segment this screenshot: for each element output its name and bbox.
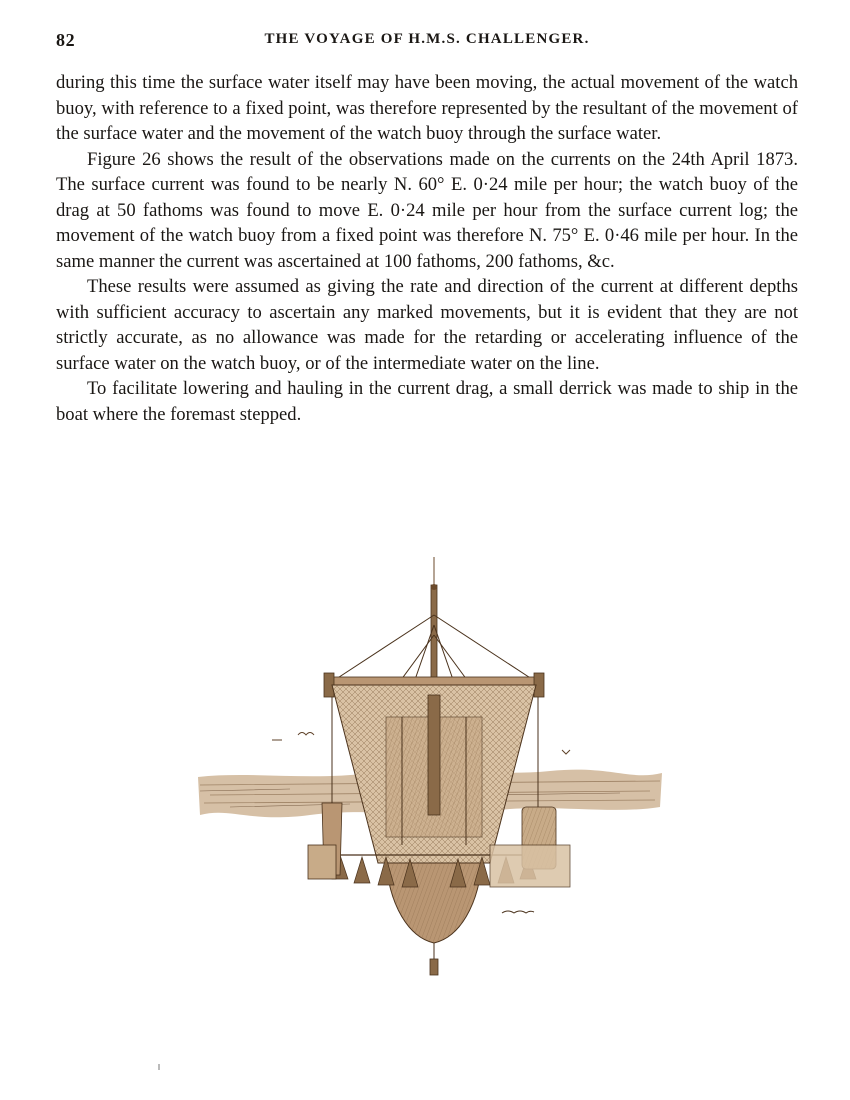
derrick-engraving: [190, 545, 670, 985]
derrick-illustration: [190, 545, 670, 985]
paragraph-3: These results were assumed as giving the rate and direction of the current at different depths with sufficient accuracy to ascertain any marked movements, but it is evident that they are not strictly accurate, as no allowance was made for the retarding or accelerating influence of the surface water on the watch buoy, or of the intermediate water on the line.: [56, 276, 798, 374]
drag-net: [332, 685, 536, 863]
paragraph-4: To facilitate lowering and hauling in the current drag, a small derrick was made to ship in the boat where the foremast stepped.: [56, 378, 798, 425]
paragraph-1: during this time the surface water itself may have been moving, the actual movement of the watch buoy, with reference to a fixed point, was therefore represented by the resultant of the movement of the surface water and the movement of the watch buoy through the surface water.: [56, 72, 798, 144]
page-number: 82: [56, 30, 76, 50]
page-speck: [158, 1064, 160, 1070]
running-title: THE VOYAGE OF H.M.S. CHALLENGER.: [264, 31, 590, 47]
body-text: [56, 70, 798, 427]
engraver-mark: [502, 911, 534, 913]
running-head: [56, 30, 798, 54]
paragraph-2: Figure 26 shows the result of the observations made on the currents on the 24th April 1873. The surface current was found to be nearly N. 60° E. 0·24 mile per hour; the watch buoy of the drag at 50 fathoms was found to move E. 0·24 mile per hour from the surface current log; the movement of the watch buoy from a fixed point was therefore N. 75° E. 0·46 mile per hour. In the same manner the current was ascertained at 100 fathoms, 200 fathoms, &c.: [56, 148, 798, 272]
derrick-mast: [431, 557, 437, 685]
net-bag: [386, 863, 482, 975]
